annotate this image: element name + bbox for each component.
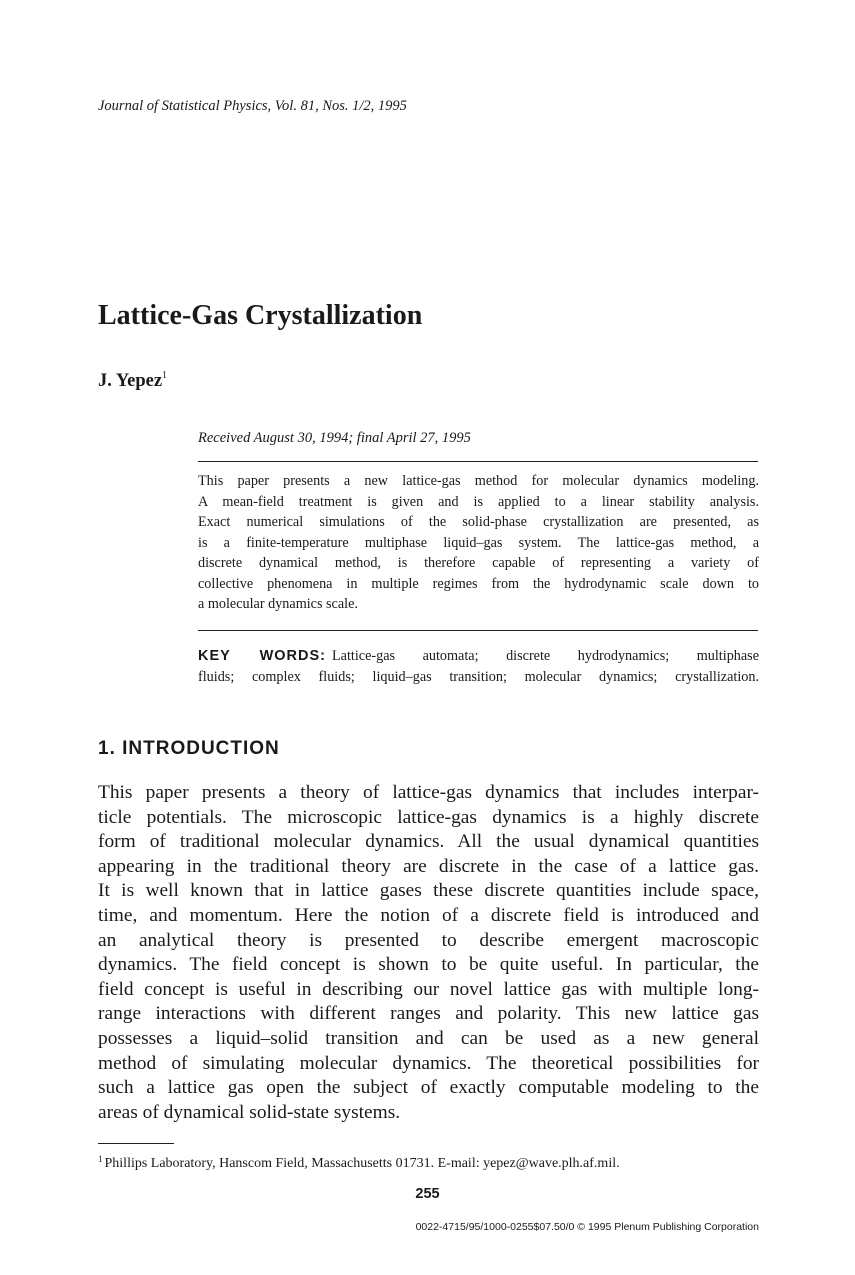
abstract-line: This paper presents a new lattice-gas method for molecular dynamics modeling.	[198, 473, 759, 489]
abstract-top-rule	[198, 461, 758, 462]
article-title: Lattice-Gas Crystallization	[98, 300, 423, 331]
keywords-text: Lattice-gas automata; discrete hydrodynamics; multiphase	[332, 648, 759, 664]
copyright-line: 0022-4715/95/1000-0255$07.50/0 © 1995 Plenum Publishing Corporation	[415, 1221, 759, 1233]
abstract-line: discrete dynamical method, is therefore capable of representing a variety of	[198, 555, 759, 571]
body-line: an analytical theory is presented to describe emergent macroscopic	[98, 929, 759, 951]
footnote-text: Phillips Laboratory, Hanscom Field, Massachusetts 01731. E-mail: yepez@wave.plh.af.mil.	[104, 1156, 620, 1171]
abstract-line: collective phenomena in multiple regimes from the hydrodynamic scale down to	[198, 575, 759, 592]
body-line: areas of dynamical solid-state systems.	[98, 1101, 401, 1123]
keywords-top-rule	[198, 630, 758, 631]
body-line: time, and momentum. Here the notion of a discrete field is introduced and	[98, 904, 759, 926]
received-date: Received August 30, 1994; final April 27, 1995	[198, 430, 471, 446]
body-line: range interactions with different ranges and polarity. This new lattice gas	[98, 1003, 759, 1025]
body-line: ticle potentials. The microscopic lattice-gas dynamics is a highly discrete	[98, 806, 759, 828]
section-heading: 1. INTRODUCTION	[98, 738, 280, 759]
body-line: method of simulating molecular dynamics. The theoretical possibilities for	[98, 1052, 759, 1074]
abstract-line: a molecular dynamics scale.	[198, 596, 358, 612]
body-line: dynamics. The field concept is shown to be quite useful. In particular, the	[98, 954, 759, 976]
body-line: form of traditional molecular dynamics. All the usual dynamical quantities	[98, 831, 759, 853]
journal-header: Journal of Statistical Physics, Vol. 81, Nos. 1/2, 1995	[98, 98, 407, 114]
author-footnote-mark: 1	[162, 370, 168, 381]
footnote	[98, 1154, 620, 1172]
body-line: such a lattice gas open the subject of exactly computable modeling to the	[98, 1077, 759, 1099]
body-line: appearing in the traditional theory are discrete in the case of a lattice gas.	[98, 855, 759, 877]
author-name: J. Yepez	[98, 371, 163, 391]
abstract-line: A mean-field treatment is given and is applied to a linear stability analysis.	[198, 493, 759, 510]
body-line: possesses a liquid–solid transition and can be used as a new general	[98, 1027, 759, 1049]
keywords-line	[198, 646, 759, 667]
keywords-label: KEY WORDS:	[198, 648, 327, 664]
body-paragraph	[98, 781, 759, 1125]
keywords	[198, 646, 759, 688]
abstract-line: is a finite-temperature multiphase liquid–gas system. The lattice-gas method, a	[198, 534, 759, 551]
abstract	[198, 471, 759, 615]
footnote-rule	[98, 1143, 174, 1144]
keywords-line: fluids; complex fluids; liquid–gas transition; molecular dynamics; crystallization.	[198, 669, 759, 685]
footnote-mark: 1	[98, 1154, 103, 1164]
page-number: 255	[415, 1186, 440, 1202]
body-line: It is well known that in lattice gases these discrete quantities include space,	[98, 880, 759, 902]
author-line	[98, 370, 167, 392]
abstract-line: Exact numerical simulations of the solid-phase crystallization are presented, as	[198, 514, 759, 530]
body-line: This paper presents a theory of lattice-gas dynamics that includes interpar-	[98, 782, 759, 803]
body-line: field concept is useful in describing our novel lattice gas with multiple long-	[98, 978, 759, 1000]
